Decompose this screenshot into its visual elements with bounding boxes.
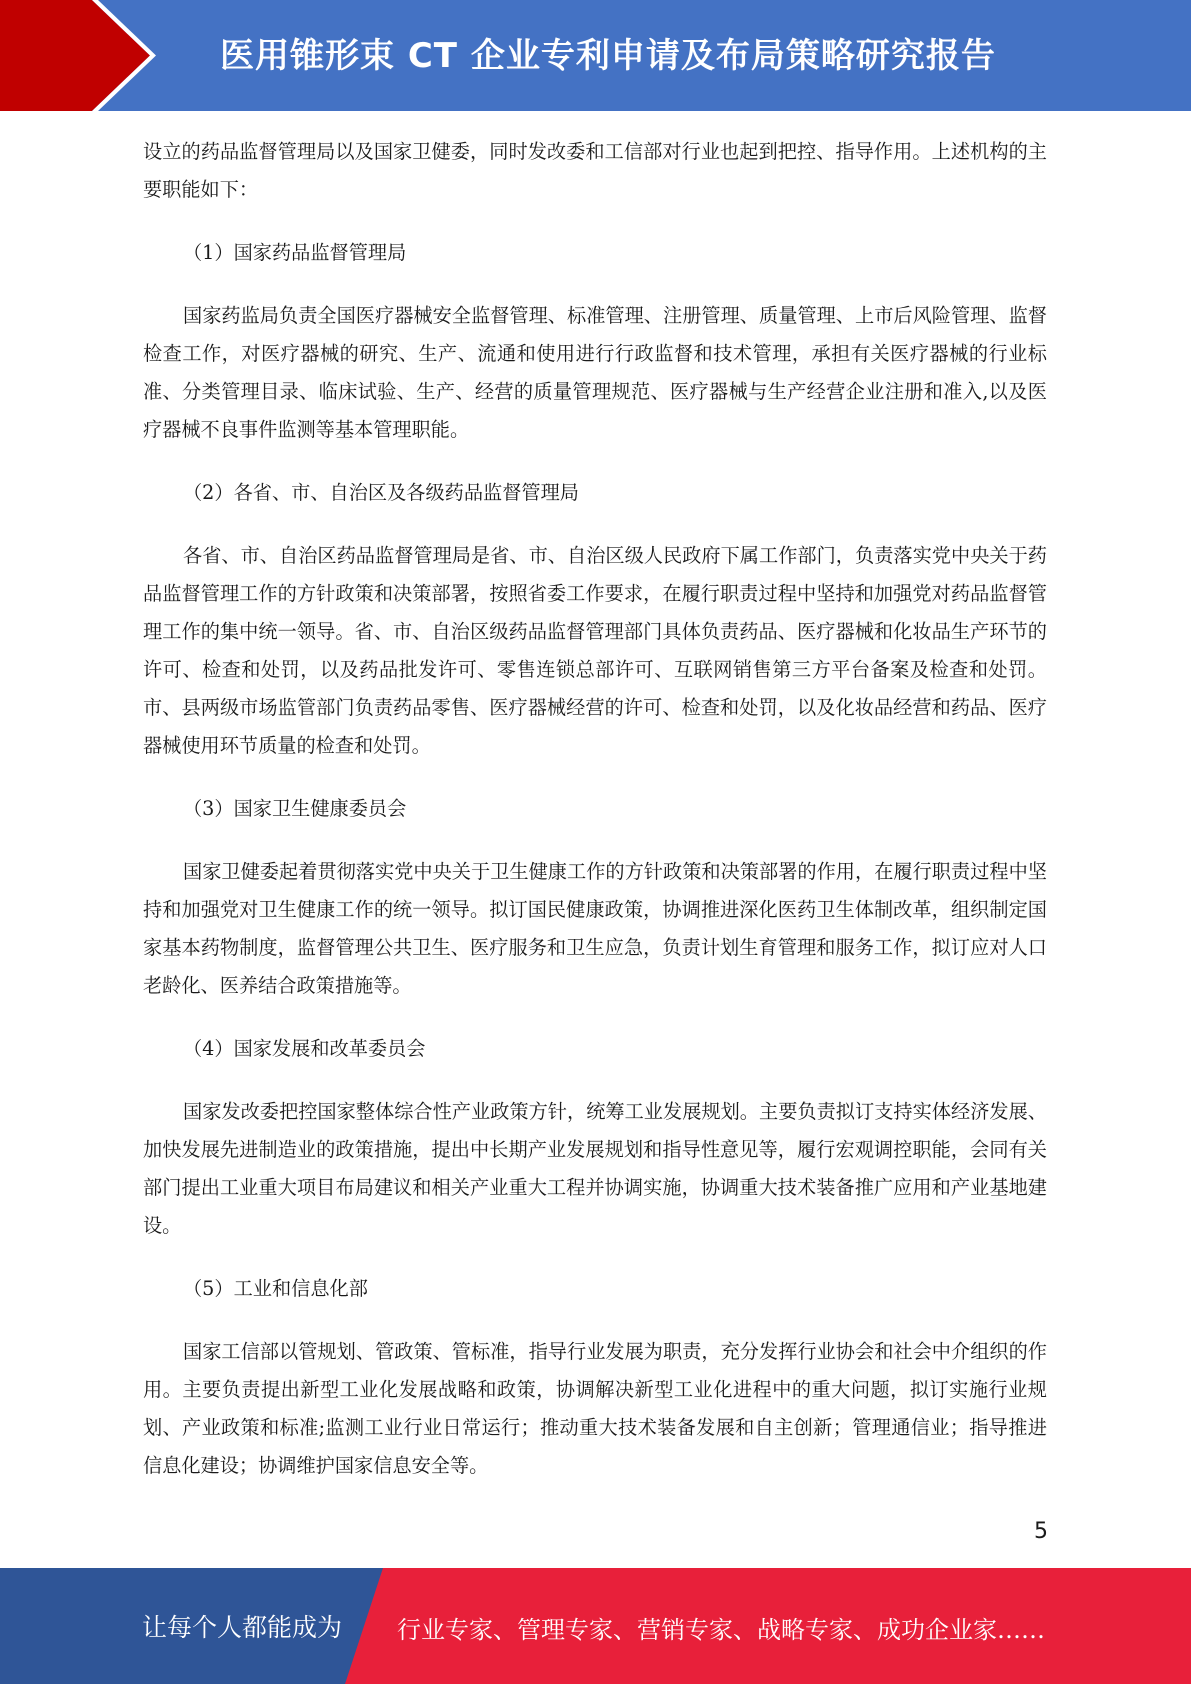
section-heading-4: （4）国家发展和改革委员会 bbox=[183, 1037, 426, 1060]
footer-slogan-right: 行业专家、管理专家、营销专家、战略专家、成功企业家…… bbox=[397, 1616, 1045, 1644]
document-body bbox=[143, 133, 1047, 1485]
section-heading-2: （2）各省、市、自治区及各级药品监督管理局 bbox=[183, 481, 579, 504]
section-heading-5: （5）工业和信息化部 bbox=[183, 1277, 368, 1300]
page-header bbox=[0, 0, 1191, 111]
section-heading-1: （1）国家药品监督管理局 bbox=[183, 241, 407, 264]
section-body-3: 国家卫健委起着贯彻落实党中央关于卫生健康工作的方针政策和决策部署的作用，在履行职责过程中坚持和加强党对卫生健康工作的统一领导。拟订国民健康政策，协调推进深化医药卫生体制改革，组织制定国家基本药物制度，监督管理公共卫生、医疗服务和卫生应急，负责计划生育管理和服务工作，拟订应对人口老龄化、医养结合政策措施等。 bbox=[143, 860, 1047, 997]
section-body-4: 国家发改委把控国家整体综合性产业政策方针，统筹工业发展规划。主要负责拟订支持实体经济发展、加快发展先进制造业的政策措施，提出中长期产业发展规划和指导性意见等，履行宏观调控职能，会同有关部门提出工业重大项目布局建议和相关产业重大工程并协调实施，协调重大技术装备推广应用和产业基地建设。 bbox=[143, 1100, 1047, 1237]
section-body-1: 国家药监局负责全国医疗器械安全监督管理、标准管理、注册管理、质量管理、上市后风险管理、监督检查工作，对医疗器械的研究、生产、流通和使用进行行政监督和技术管理，承担有关医疗器械的行业标准、分类管理目录、临床试验、生产、经营的质量管理规范、医疗器械与生产经营企业注册和准入,以及医疗器械不良事件监测等基本管理职能。 bbox=[143, 304, 1047, 441]
section-heading-3: （3）国家卫生健康委员会 bbox=[183, 797, 407, 820]
section-body-2: 各省、市、自治区药品监督管理局是省、市、自治区级人民政府下属工作部门，负责落实党中央关于药品监督管理工作的方针政策和决策部署，按照省委工作要求，在履行职责过程中坚持和加强党对药品监督管理工作的集中统一领导。省、市、自治区级药品监督管理部门具体负责药品、医疗器械和化妆品生产环节的许可、检查和处罚，以及药品批发许可、零售连锁总部许可、互联网销售第三方平台备案及检查和处罚。市、县两级市场监管部门负责药品零售、医疗器械经营的许可、检查和处罚，以及化妆品经营和药品、医疗器械使用环节质量的检查和处罚。 bbox=[143, 544, 1047, 757]
section-body-5: 国家工信部以管规划、管政策、管标准，指导行业发展为职责，充分发挥行业协会和社会中介组织的作用。主要负责提出新型工业化发展战略和政策，协调解决新型工业化进程中的重大问题，拟订实施行业规划、产业政策和标准;监测工业行业日常运行；推动重大技术装备发展和自主创新；管理通信业；指导推进信息化建设；协调维护国家信息安全等。 bbox=[143, 1340, 1047, 1477]
report-title: 医用锥形束 CT 企业专利申请及布局策略研究报告 bbox=[220, 36, 996, 76]
page-footer bbox=[0, 1568, 1191, 1684]
footer-slogan-left: 让每个人都能成为 bbox=[142, 1613, 343, 1642]
intro-paragraph: 设立的药品监督管理局以及国家卫健委，同时发改委和工信部对行业也起到把控、指导作用。上述机构的主要职能如下： bbox=[143, 140, 1047, 201]
page-number: 5 bbox=[1034, 1519, 1048, 1544]
header-arrow-shape bbox=[0, 0, 160, 111]
